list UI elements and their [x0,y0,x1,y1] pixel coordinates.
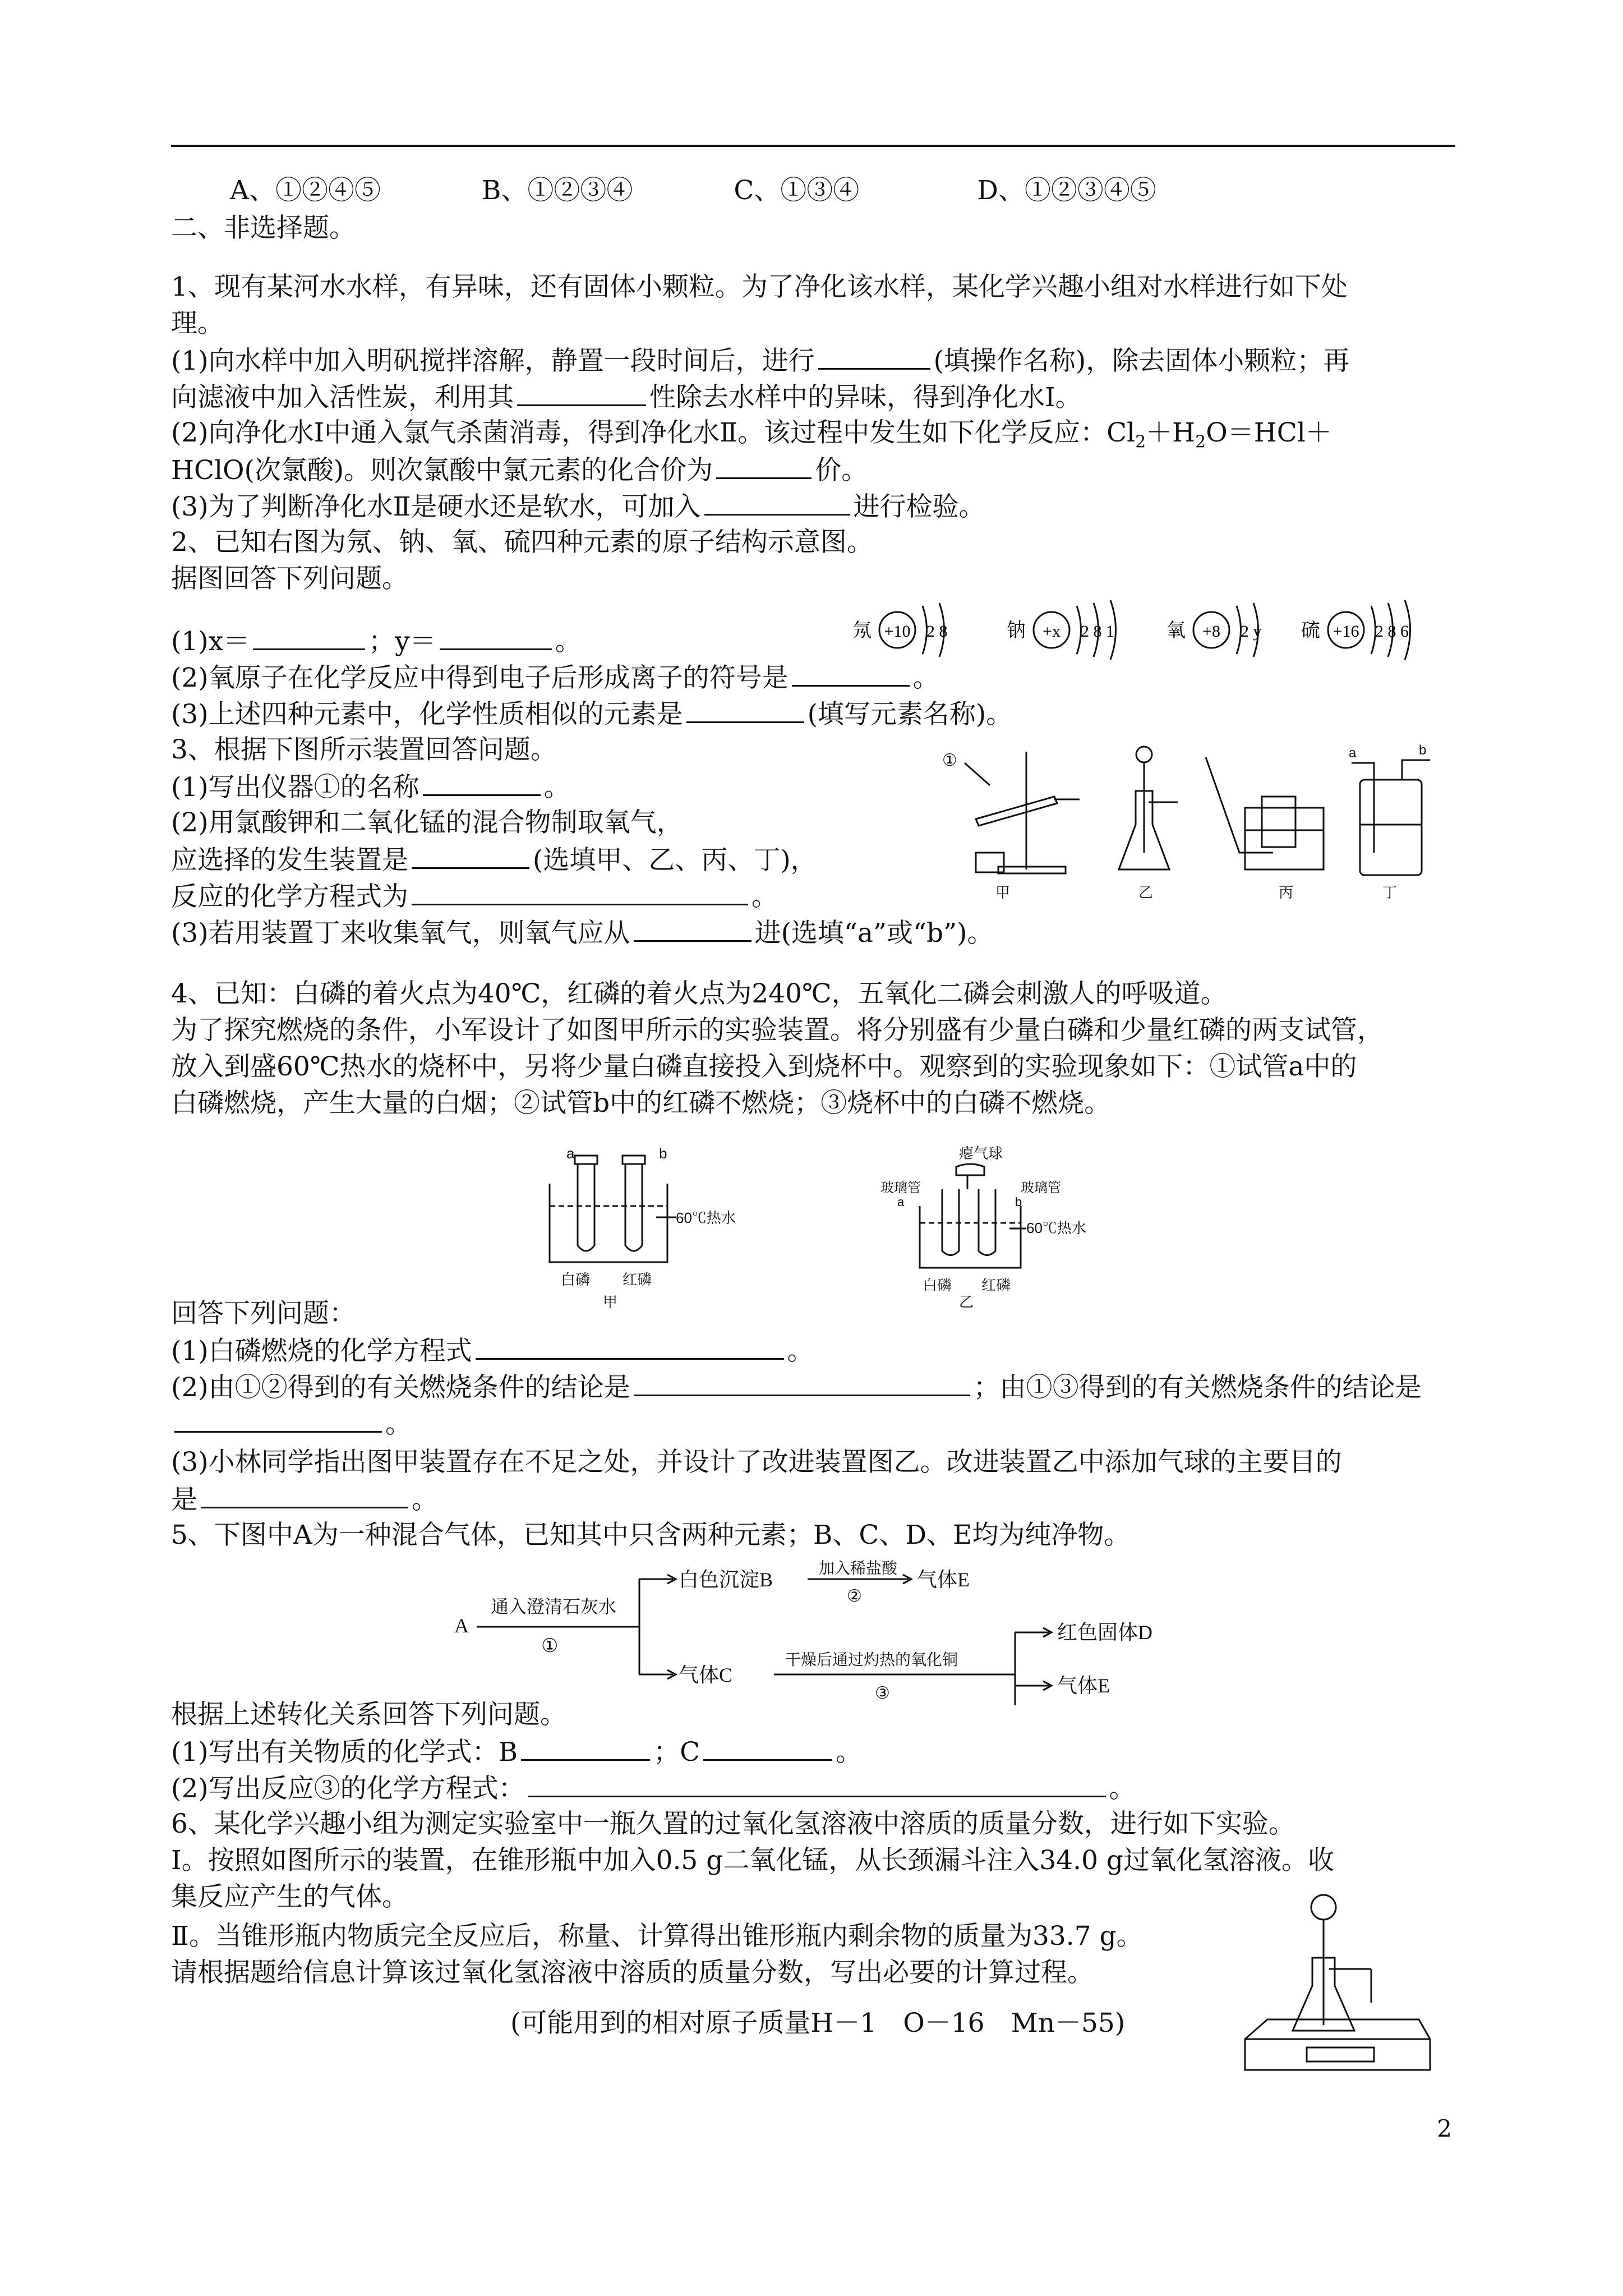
atom-structure-diagrams [841,583,1447,668]
q5-part1: (1)写出有关物质的化学式：B ；C 。 [171,1733,862,1770]
page-number: 2 [1437,2115,1452,2142]
svg-text:通入澄清石灰水: 通入澄清石灰水 [491,1596,617,1617]
q1-part3: (3)为了判断净化水Ⅱ是硬水还是软水，可加入 进行检验。 [171,488,985,525]
svg-text:b: b [1419,743,1427,758]
q4-stem-3: 放入到盛60℃热水的烧杯中，另将少量白磷直接投入到烧杯中。观察到的实验现象如下：①试管a中的 [171,1051,1357,1082]
q6-step1-cont: 集反应产生的气体。 [171,1881,408,1912]
svg-text:b: b [659,1145,667,1162]
svg-text:b: b [1015,1195,1022,1209]
svg-text:玻璃管: 玻璃管 [880,1180,921,1195]
svg-text:a: a [566,1145,575,1162]
answer-blank[interactable] [634,1369,970,1396]
svg-text:60℃热水: 60℃热水 [676,1209,736,1226]
svg-text:乙: 乙 [1138,884,1154,901]
q2-part1: (1)x＝ ；y＝ 。 [171,623,582,660]
svg-text:A: A [454,1614,469,1637]
apparatus-yi [1119,747,1178,901]
answer-blank[interactable] [521,1733,650,1761]
svg-text:2 8: 2 8 [926,622,948,641]
answer-blank[interactable] [517,379,646,406]
svg-text:气体E: 气体E [917,1568,970,1591]
svg-text:2 y: 2 y [1241,622,1262,641]
q1-stem-cont: 理。 [171,308,224,339]
svg-text:气体E: 气体E [1057,1674,1110,1697]
answer-blank[interactable] [716,452,811,479]
answer-blank[interactable] [423,769,541,796]
q4-part2: (2)由①②得到的有关燃烧条件的结论是 ；由①③得到的有关燃烧条件的结论是 [171,1369,1422,1406]
atom-sulfur [1301,600,1410,660]
svg-text:2 8 6: 2 8 6 [1375,622,1409,641]
svg-text:玻璃管: 玻璃管 [1021,1180,1061,1195]
answer-blank[interactable] [686,696,804,723]
q6-step3: 请根据题给信息计算该过氧化氢溶液中溶质的质量分数，写出必要的计算过程。 [171,1957,1094,1988]
q6-step2: Ⅱ。当锥形瓶内物质完全反应后，称量、计算得出锥形瓶内剩余物的质量为33.7 g。 [171,1921,1143,1952]
option-c: C、①③④ [734,175,860,206]
svg-text:①: ① [942,751,957,770]
svg-text:气体C: 气体C [679,1664,733,1686]
svg-text:甲: 甲 [603,1294,618,1310]
answer-blank[interactable] [201,1481,408,1508]
option-a: A、①②④⑤ [230,175,381,206]
q3-part3: (3)若用装置丁来收集氧气，则氧气应从 进(选填“a”或“b”)。 [171,914,993,951]
svg-text:a: a [1349,746,1357,761]
prev-options [230,173,1156,209]
q3-stem: 3、根据下图所示装置回答问题。 [171,734,557,765]
q3-part2-equation: 反应的化学方程式为 。 [171,878,778,915]
answer-blank[interactable] [528,1770,1106,1797]
q4-part3-cont: 是 。 [171,1481,438,1518]
q2-part2: (2)氧原子在化学反应中得到电子后形成离子的符号是 。 [171,659,939,696]
svg-text:丙: 丙 [1279,884,1294,901]
svg-text:③: ③ [875,1684,890,1703]
header-rule [171,145,1455,147]
answer-blank[interactable] [440,623,552,650]
q1-part2-cont: HClO(次氯酸)。则次氯酸中氯元素的化合价为 价。 [171,452,868,489]
svg-text:60℃热水: 60℃热水 [1026,1220,1086,1236]
apparatus-jia [942,751,1080,901]
answer-blank[interactable] [412,841,529,869]
balance-apparatus-figure [1234,1890,1458,2081]
q4-stem: 4、已知：白磷的着火点为40℃，红磷的着火点为240℃，五氧化二磷会刺激人的呼吸道。 [171,978,1227,1009]
svg-text:乙: 乙 [959,1294,974,1310]
atom-sodium [1007,600,1116,660]
svg-text:①: ① [541,1636,559,1657]
svg-text:+8: +8 [1202,622,1220,641]
apparatus-bing [1206,757,1324,901]
q1-part2: (2)向净化水Ⅰ中通入氯气杀菌消毒，得到净化水Ⅱ。该过程中发生如下化学反应：$Cl_2+H_2O=HCl+$ [171,417,1332,452]
q1-part1: (1)向水样中加入明矾搅拌溶解，静置一段时间后，进行 (填操作名称)，除去固体小颗粒；再 [171,342,1349,379]
atom-oxygen [1166,603,1262,657]
q1-part1-cont: 向滤液中加入活性炭，利用其 性除去水样中的异味，得到净化水Ⅰ。 [171,379,1082,416]
svg-text:+x: +x [1043,622,1061,641]
q5-intro: 根据上述转化关系回答下列问题。 [171,1699,566,1730]
section-title: 二、非选择题。 [171,213,356,243]
q5-stem: 5、下图中A为一种混合气体，已知其中只含两种元素；B、C、D、E均为纯净物。 [171,1520,1131,1550]
q2-stem: 2、已知右图为氖、钠、氧、硫四种元素的原子结构示意图。 [171,527,873,558]
answer-blank[interactable] [634,914,751,942]
answer-blank[interactable] [412,878,748,905]
q6-atomic-mass-note: (可能用到的相对原子质量H－1 O－16 Mn－55) [510,2008,1126,2039]
answer-blank[interactable] [818,342,930,370]
q4-part2-cont: 。 [171,1405,412,1442]
svg-text:+10: +10 [884,622,911,641]
q6-step1: Ⅰ。按照如图所示的装置，在锥形瓶中加入0.5 g二氧化锰，从长颈漏斗注入34.0 g过氧化氢溶液。收 [171,1845,1335,1876]
svg-text:a: a [897,1195,905,1209]
q4-stem-2: 为了探究燃烧的条件，小军设计了如图甲所示的实验装置。将分别盛有少量白磷和少量红磷的两支试管， [171,1015,1384,1046]
svg-text:硫: 硫 [1301,620,1320,641]
q2-part3: (3)上述四种元素中，化学性质相似的元素是 (填写元素名称)。 [171,696,1012,733]
svg-text:氧: 氧 [1166,620,1186,641]
svg-text:红色固体D: 红色固体D [1057,1621,1152,1644]
apparatus-ding [1349,743,1430,901]
svg-text:白磷: 白磷 [923,1277,952,1294]
answer-blank[interactable] [703,1733,832,1761]
answer-blank[interactable] [476,1332,784,1360]
svg-text:白磷: 白磷 [561,1271,591,1288]
q4-answer-intro: 回答下列问题： [171,1298,356,1329]
q4-stem-4: 白磷燃烧，产生大量的白烟；②试管b中的红磷不燃烧；③烧杯中的白磷不燃烧。 [171,1088,1111,1119]
svg-text:+16: +16 [1332,622,1359,641]
svg-text:干燥后通过灼热的氧化铜: 干燥后通过灼热的氧化铜 [785,1651,958,1669]
combustion-figure-jia [538,1139,736,1310]
svg-text:瘪气球: 瘪气球 [959,1145,1003,1162]
answer-blank[interactable] [253,623,365,650]
svg-text:甲: 甲 [995,884,1011,901]
svg-text:氖: 氖 [852,620,872,641]
atom-neon [852,603,948,657]
q4-part3: (3)小林同学指出图甲装置存在不足之处，并设计了改进装置图乙。改进装置乙中添加气球的主要目的 [171,1447,1342,1478]
q1-stem: 1、现有某河水水样，有异味，还有固体小颗粒。为了净化该水样，某化学兴趣小组对水样进行如下处 [171,272,1348,302]
q3-part2-apparatus: 应选择的发生装置是 (选填甲、乙、丙、丁)， [171,841,817,878]
q3-part2: (2)用氯酸钾和二氧化锰的混合物制取氧气， [171,807,683,838]
q6-stem: 6、某化学兴趣小组为测定实验室中一瓶久置的过氧化氢溶液中溶质的质量分数，进行如下实验。 [171,1809,1295,1839]
option-b: B、①②③④ [481,175,633,206]
svg-text:2 8 1: 2 8 1 [1081,622,1114,641]
svg-text:钠: 钠 [1007,620,1026,641]
q5-part2: (2)写出反应③的化学方程式： 。 [171,1770,1136,1807]
svg-text:②: ② [847,1587,862,1605]
q4-part1: (1)白磷燃烧的化学方程式 。 [171,1332,814,1369]
answer-blank[interactable] [174,1405,382,1433]
svg-text:红磷: 红磷 [623,1271,652,1288]
svg-text:白色沉淀B: 白色沉淀B [679,1568,773,1591]
q2-stem-cont: 据图回答下列问题。 [171,563,408,594]
flowchart-branch-e [1015,1663,1183,1708]
option-d: D、①②③④⑤ [977,175,1156,206]
q3-part1: (1)写出仪器①的名称 。 [171,769,570,806]
combustion-figure-yi [875,1139,1110,1310]
answer-blank[interactable] [704,488,850,516]
lab-apparatus-figure [942,740,1436,909]
svg-text:加入稀盐酸: 加入稀盐酸 [819,1560,898,1577]
svg-text:丁: 丁 [1382,884,1398,901]
svg-text:红磷: 红磷 [981,1277,1011,1294]
